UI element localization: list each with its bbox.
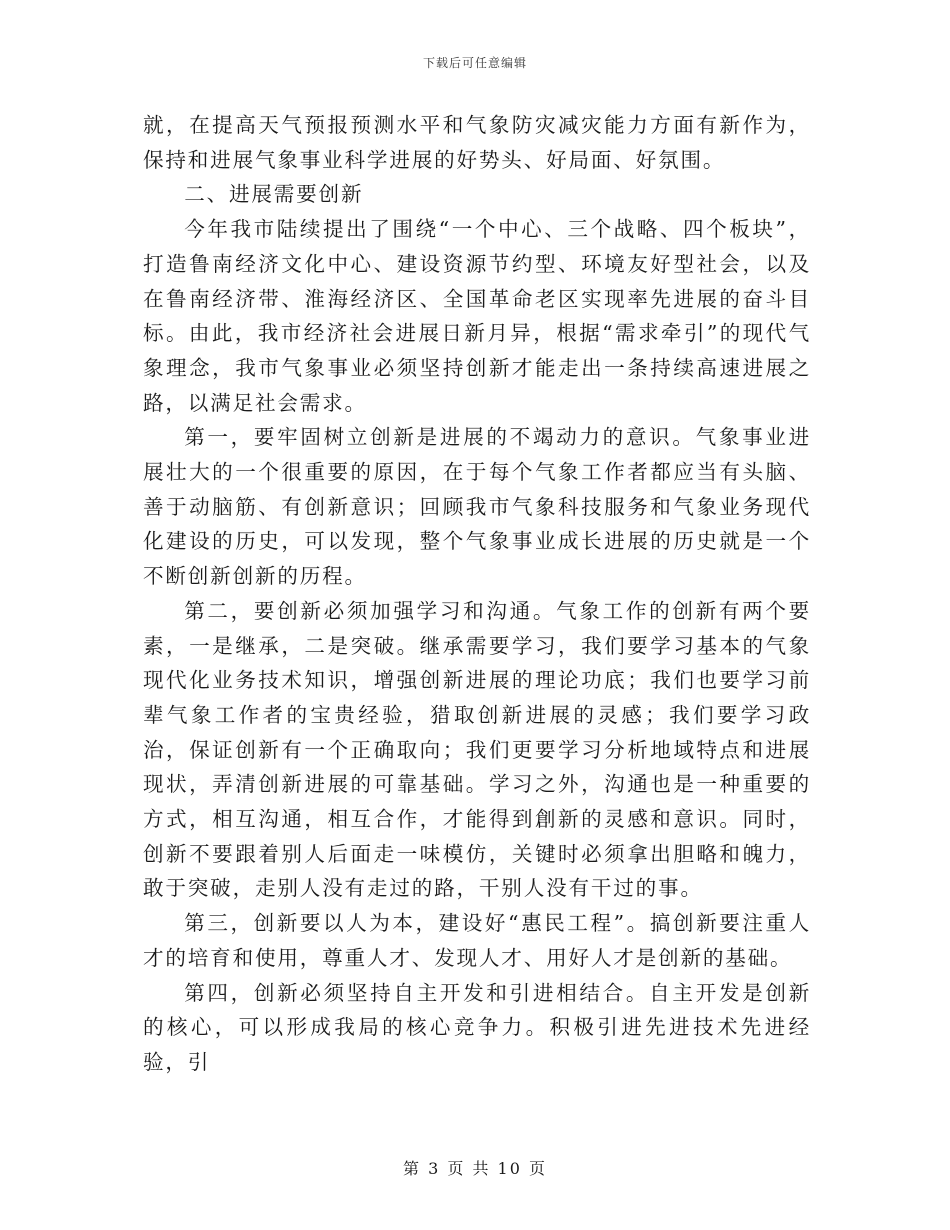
- paragraph-second: 第二，要创新必须加强学习和沟通。气象工作的创新有两个要素，一是继承，二是突破。继承需要学习，我们要学习基本的气象现代化业务技术知识，增强创新进展的理论功底；我们也要学习前辈气象工作者的宝贵经验，猎取创新进展的灵感；我们要学习政治，保证创新有一个正确取向；我们更要学习分析地域特点和进展现状，弄清创新进展的可靠基础。学习之外，沟通也是一种重要的方式，相互沟通，相互合作，才能得到創新的灵感和意识。同时，创新不要跟着别人后面走一味模仿，关键时必须拿出胆略和魄力，敢于突破，走别人没有走过的路，干别人没有干过的事。: [143, 598, 811, 901]
- page-footer: 第 3 页 共 10 页: [403, 1159, 547, 1178]
- paragraph-first: 第一，要牢固树立创新是进展的不竭动力的意识。气象事业进展壮大的一个很重要的原因，在于每个气象工作者都应当有头脑、善于动脑筋、有创新意识；回顾我市气象科技服务和气象业务现代化建设的历史，可以发现，整个气象事业成长进展的历史就是一个不断创新创新的历程。: [143, 425, 811, 589]
- document-body: [143, 108, 811, 1080]
- paragraph-intro: 今年我市陆续提出了围绕“一个中心、三个战略、四个板块”，打造鲁南经济文化中心、建设资源节约型、环境友好型社会，以及在鲁南经济带、淮海经济区、全国革命老区实现率先进展的奋斗目标。由此，我市经济社会进展日新月异，根据“需求牵引”的现代气象理念，我市气象事业必须坚持创新才能走出一条持续高速进展之路，以满足社会需求。: [143, 217, 811, 415]
- page-header: 下载后可任意编辑: [422, 56, 527, 70]
- paragraph-fourth: 第四，创新必须坚持自主开发和引进相结合。自主开发是创新的核心，可以形成我局的核心竞争力。积极引进先进技术先进经验，引: [143, 980, 811, 1074]
- section-heading: 二、进展需要创新: [184, 182, 364, 207]
- paragraph-continued: 就，在提高天气预报预测水平和气象防灾减灾能力方面有新作为，保持和进展气象事业科学进展的好势头、好局面、好氛围。: [143, 113, 811, 172]
- paragraph-third: 第三，创新要以人为本，建设好“惠民工程”。搞创新要注重人才的培育和使用，尊重人才、发现人才、用好人才是创新的基础。: [143, 911, 811, 970]
